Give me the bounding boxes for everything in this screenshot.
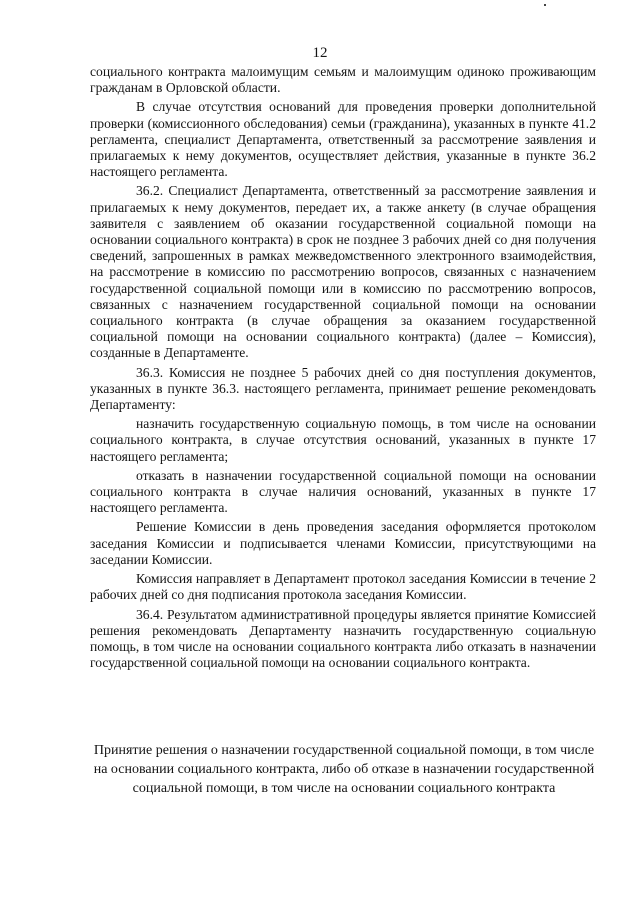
scan-speck <box>544 4 546 6</box>
paragraph-assign: назначить государственную социальную помощь, в том числе на основании социального контракта, в случае отсутствия оснований, указанных в пункте 17 настоящего регламента; <box>90 416 596 464</box>
paragraph-36-4: 36.4. Результатом административной процедуры является принятие Комиссией решения рекомендовать Департаменту назначить государственную социальную помощь, в том числе на основании социального контракта либо отказать в назначении государственной социальной помощи на основании социального контракта. <box>90 606 596 671</box>
paragraph-36-2: 36.2. Специалист Департамента, ответственный за рассмотрение заявления и прилагаемых к нему документов, передает их, а также анкету (в случае обращения заявителя с заявлением об оказании государственной социальной помощи на основании социального контракта) в срок не позднее 3 рабочих дней со дня получения сведений, запрошенных в рамках межведомственного электронного взаимодействия, на рассмотрение в комиссию по рассмотрению вопросов, связанных с назначением государственной социальной помощи или в комиссию по рассмотрению вопросов, связанных с назначением государственной социальной помощи на основании социального контракта (в случае обращения за оказанием государственной социальной помощи на основании социального контракта) (далее – Комиссия), созданные в Департаменте. <box>90 183 596 361</box>
paragraph-decision: Решение Комиссии в день проведения заседания оформляется протоколом заседания Комиссии и подписывается членами Комиссии, присутствующими на заседании Комиссии. <box>90 519 596 567</box>
paragraph-continuation: социального контракта малоимущим семьям и малоимущим одиноко проживающим гражданам в Орловской области. <box>90 64 596 96</box>
paragraph-36-3: 36.3. Комиссия не позднее 5 рабочих дней со дня поступления документов, указанных в пункте 36.3. настоящего регламента, принимает решение рекомендовать Департаменту: <box>90 364 596 413</box>
document-body <box>90 64 596 671</box>
paragraph-no-grounds: В случае отсутствия оснований для проведения проверки дополнительной проверки (комиссионного обследования) семьи (гражданина), указанных в пункте 41.2 регламента, специалист Департамента, ответственный за рассмотрение заявления и прилагаемых к нему документов, осуществляет действия, указанные в пункте 36.2 настоящего регламента. <box>90 99 596 180</box>
section-heading: Принятие решения о назначении государственной социальной помощи, в том числе на основании социального контракта, либо об отказе в назначении государственной социальной помощи, в том числе на основании социального контракта <box>93 743 595 796</box>
page-number: 12 <box>312 45 328 61</box>
paragraph-protocol: Комиссия направляет в Департамент протокол заседания Комиссии в течение 2 рабочих дней со дня подписания протокола заседания Комиссии. <box>90 571 596 603</box>
paragraph-refuse: отказать в назначении государственной социальной помощи на основании социального контракта в случае наличия оснований, указанных в пункте 17 настоящего регламента. <box>90 467 596 516</box>
